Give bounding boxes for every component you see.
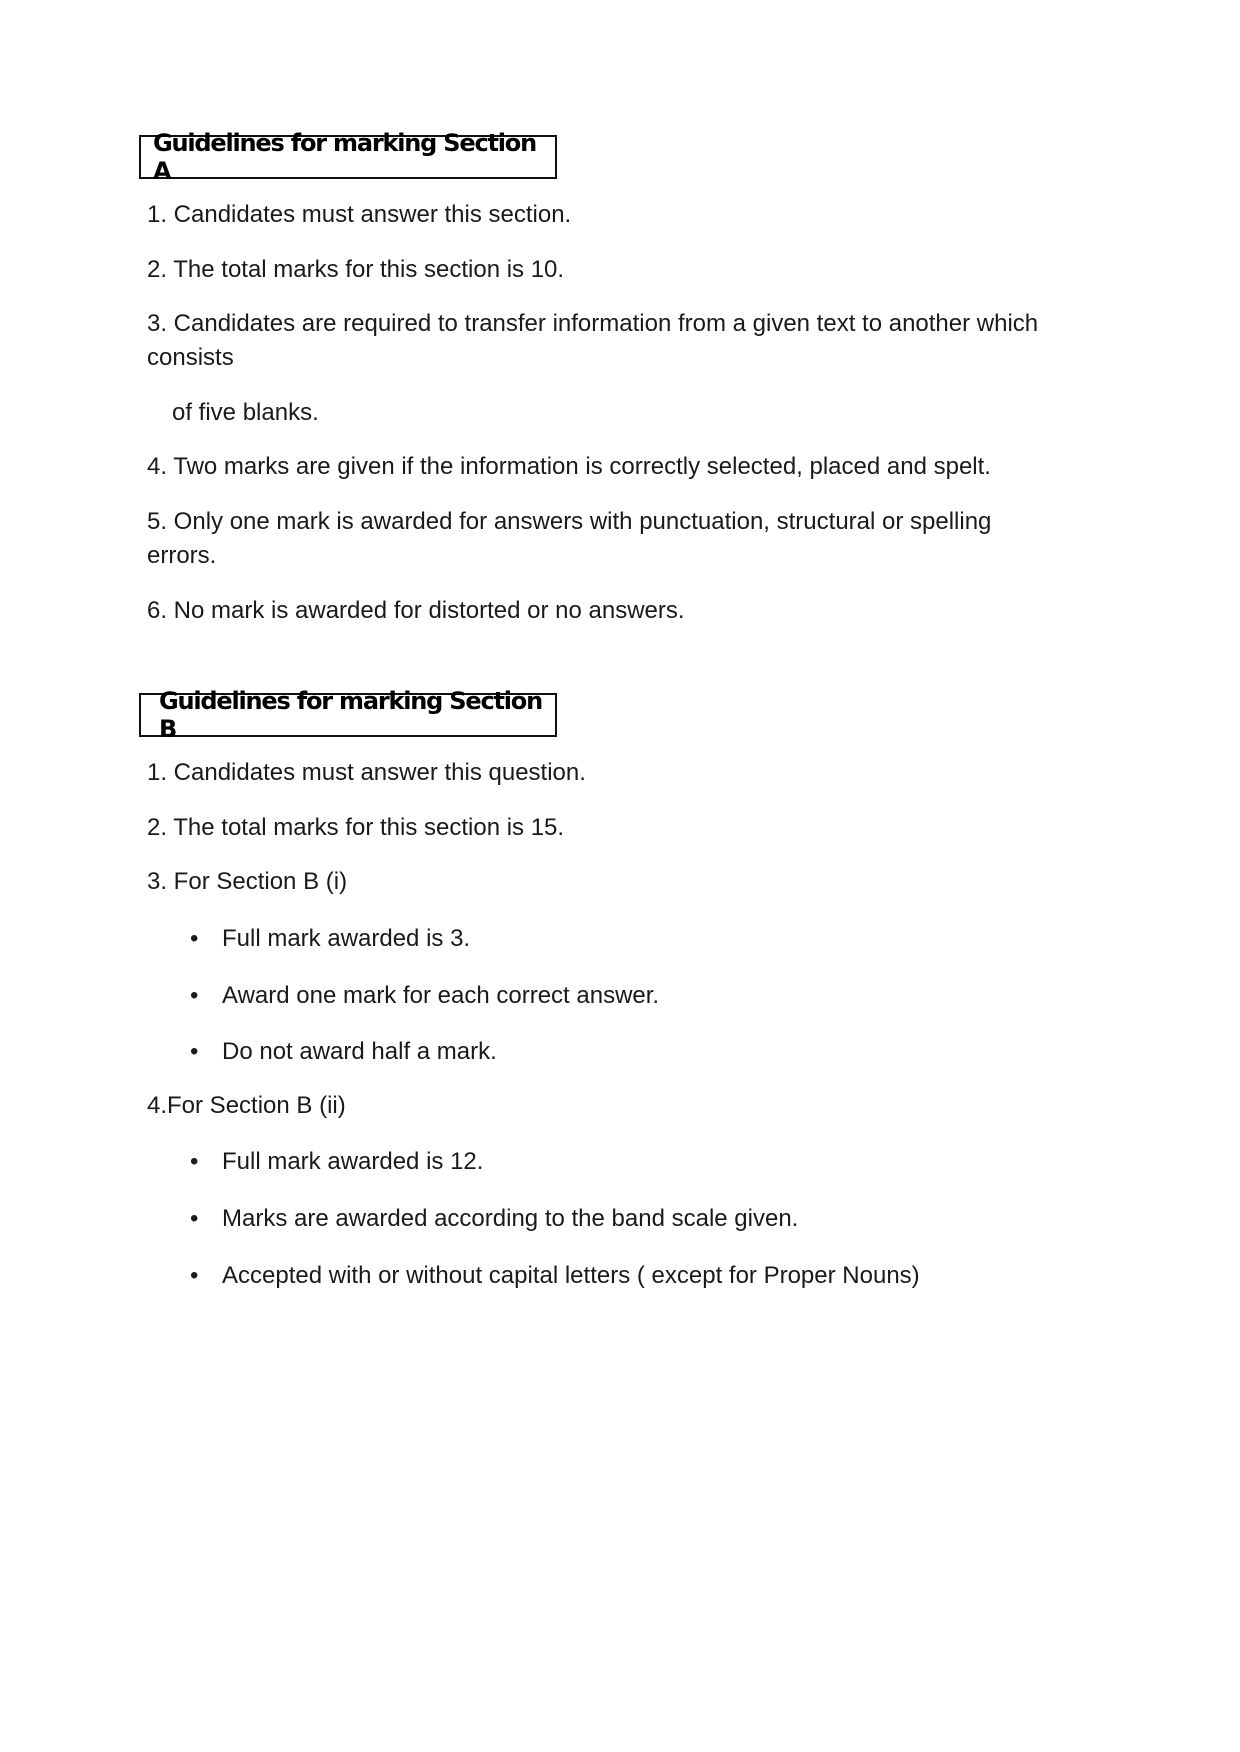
- bullet-icon: •: [190, 1038, 199, 1065]
- section-a-item-3-line-3: of five blanks.: [172, 399, 319, 426]
- section-b-item-2: 2. The total marks for this section is 15.: [147, 814, 565, 841]
- bullet-icon: •: [190, 925, 199, 952]
- list-item: [190, 1145, 484, 1179]
- bullet-text: Accepted with or without capital letters ( except for Proper Nouns): [222, 1262, 920, 1289]
- section-a-item-4: 4. Two marks are given if the information is correctly selected, placed and spelt.: [147, 453, 991, 480]
- section-a-item-6: 6. No mark is awarded for distorted or no answers.: [147, 597, 685, 624]
- section-a-heading: Guidelines for marking Section A: [139, 135, 557, 179]
- section-b-heading: Guidelines for marking Section B: [139, 693, 557, 737]
- bullet-text: Full mark awarded is 12.: [222, 1148, 484, 1175]
- list-item: [190, 979, 660, 1013]
- bullet-text: Marks are awarded according to the band scale given.: [222, 1205, 799, 1232]
- bullet-icon: •: [190, 982, 199, 1009]
- bullet-icon: •: [190, 1262, 199, 1289]
- bullet-text: Do not award half a mark.: [222, 1038, 497, 1065]
- bullet-icon: •: [190, 1205, 199, 1232]
- list-item: [190, 1035, 497, 1069]
- section-a-item-5-line-2: errors.: [147, 542, 217, 569]
- bullet-text: Award one mark for each correct answer.: [222, 982, 660, 1009]
- section-a-item-2: 2. The total marks for this section is 10.: [147, 256, 565, 283]
- section-b-item-4: 4.For Section B (ii): [147, 1092, 346, 1119]
- section-a-item-3-line-2: consists: [147, 344, 234, 371]
- list-item: [190, 1202, 799, 1236]
- list-item: [190, 1259, 920, 1293]
- section-a-item-1: 1. Candidates must answer this section.: [147, 201, 572, 228]
- section-a-item-3-line-1: 3. Candidates are required to transfer information from a given text to another which: [147, 310, 1039, 337]
- section-b-item-1: 1. Candidates must answer this question.: [147, 759, 586, 786]
- bullet-icon: •: [190, 1148, 199, 1175]
- bullet-text: Full mark awarded is 3.: [222, 925, 471, 952]
- section-b-item-3: 3. For Section B (i): [147, 868, 348, 895]
- section-a-item-5-line-1: 5. Only one mark is awarded for answers with punctuation, structural or spelling: [147, 508, 992, 535]
- list-item: [190, 922, 471, 956]
